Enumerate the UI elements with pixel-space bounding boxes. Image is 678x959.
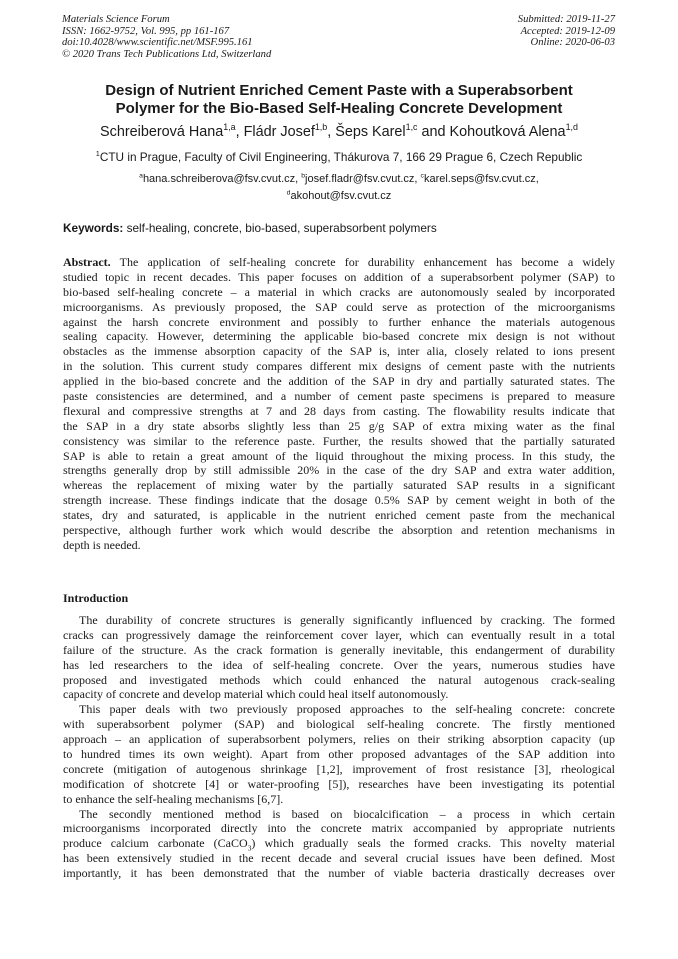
intro-line: capacity of concrete and develop material which could heal itself autonomously. [63,687,449,702]
abstract-line: obstacles as the immense absorption capacity of the SAP is, inter alia, closely related to ions present [63,344,615,359]
author-name: Šeps Karel [335,124,406,140]
intro-line: The secondly mentioned method is based on biocalcification – a process in which certain [79,806,615,821]
section-heading-introduction: Introduction [63,591,129,605]
intro-line: The durability of concrete structures is generally significantly influenced by cracking. The formed [79,613,615,627]
intro-line: failure of the structure. As the crack formation is generally inevitable, this endangerment of durability [63,642,615,657]
abstract-line: states, dry and saturated, is applicable in the nutrient enriched cement paste from the mechanical [63,508,615,523]
email-link[interactable]: josef.fladr@fsv.cvut.cz, [305,173,421,185]
email-marker: a [139,172,143,180]
abstract-line: studied topic in recent decades. This paper focuses on addition of a superabsorbent polymer (SAP) to [63,269,615,284]
abstract-line: perspective, although further work which would describe the absorption and retention mechanisms in [63,523,615,538]
intro-line: This paper deals with two previously proposed approaches to the self-healing concrete: concrete [79,702,615,717]
journal-copyright: © 2020 Trans Tech Publications Ltd, Switzerland [62,48,272,60]
abstract-line: bio-based self-healing concrete – a material in which cracks are autonomously sealed by incorporated [63,284,615,299]
accepted-date: Accepted: 2019-12-09 [520,25,615,37]
author-separator: , [327,124,336,140]
abstract-line [63,255,615,270]
abstract [63,255,615,553]
author-superscript: 1,d [565,122,578,133]
abstract-line: SAP is able to retain a great amount of the liquid throughout the mixing process. In this study, the [63,448,615,463]
keywords-label: Keywords: [63,221,124,235]
email-marker: c [420,172,424,180]
affiliation [30,150,648,164]
email-link[interactable]: akohout@fsv.cvut.cz [290,190,392,202]
author-name: Fládr Josef [243,124,315,140]
abstract-line: the SAP in a dry state absorbs slightly less than 25 g/g SAP of extra mixing water as the final [63,418,615,433]
intro-line: cracks can progressively damage the reinforcement cover layer, which can eventually result in a total [63,627,615,642]
abstract-line: microorganisms. As previously proposed, the SAP could serve as protection of the microorganisms [63,299,615,314]
subscript: 3 [247,843,252,852]
journal-header [62,14,271,60]
abstract-line: consistency was similar to the reference paste. Further, the results showed that the partially saturated [63,433,615,448]
intro-text: produce calcium carbonate (CaCO [63,836,248,851]
intro-line [63,836,615,851]
email-line-1 [30,171,648,188]
journal-name: Materials Science Forum [62,14,170,25]
journal-issn: ISSN: 1662-9752, Vol. 995, pp 161-167 [62,25,230,37]
affiliation-text: CTU in Prague, Faculty of Civil Engineering, Thákurova 7, 166 29 Prague 6, Czech Republic [99,150,583,164]
abstract-label: Abstract. [63,255,111,269]
author-superscript: 1,b [314,122,328,133]
abstract-line: strengths generally drop by still admissible 20% in the case of the dry SAP and extra water addition, [63,463,615,478]
author-separator: and [417,124,450,140]
email-marker: b [301,172,306,180]
author-emails [30,171,648,205]
keywords [63,221,437,235]
keywords-text: self-healing, concrete, bio-based, superabsorbent polymers [123,221,437,235]
intro-line: importantly, it has been demonstrated that the number of viable bacteria drastically decreases over [63,866,615,881]
abstract-line: against the harsh concrete environment and possibly to further enhance the materials autogenous [63,314,615,329]
intro-line: proposed and investigated methods which could enhanced the natural autogenous crack-sealing [63,672,615,687]
email-link[interactable]: hana.schreiberova@fsv.cvut.cz, [142,173,302,185]
email-line-2 [30,188,648,205]
author-separator: , [235,124,244,140]
abstract-line: sealing capacity. However, determining the applicable bio-based concrete mix design is not without [63,329,615,344]
abstract-line: whereas the replacement of mixing water by the partially saturated SAP results in a significant [63,478,615,493]
affiliation-superscript: 1 [95,149,100,159]
intro-line: to hundred times its own weight). Apart from other proposed advantages of the SAP addition into [63,747,615,762]
author-list [30,123,648,141]
abstract-line: paste consistencies are determined, and a number of cement paste specimens is prepared to measure [63,389,615,404]
author-superscript: 1,c [405,122,418,133]
title-line-1: Design of Nutrient Enriched Cement Paste with a Superabsorbent [105,82,573,99]
author-name: Kohoutková Alena [449,124,566,140]
intro-line: modification of shotcrete [4] or water-proofing [5]), researches have been investigating its potential [63,776,615,791]
intro-line: concrete (mitigation of autogenous shrinkage [1,2], improvement of frost resistance [3], rheological [63,761,615,776]
intro-line: has been extensively studied in the recent decade and several crucial issues have been defined. Most [63,851,615,866]
intro-text: ) which gradually seals the formed cracks. This novelty material [251,836,615,851]
submitted-date: Submitted: 2019-11-27 [517,14,615,25]
abstract-line: in the solution. This current study compares different mix designs of cement paste with the nutrients [63,359,615,374]
intro-line: with superabsorbent polymer (SAP) and biological self-healing concrete. The firstly mentioned [63,717,615,732]
dates-header [518,14,615,49]
paper-title [40,82,638,118]
journal-doi: doi:10.4028/www.scientific.net/MSF.995.161 [62,37,253,48]
abstract-line: strength increase. These findings indicate that the dosage 0.5% SAP by cement weight in both of the [63,493,615,508]
introduction-body [63,613,615,881]
title-line-2: Polymer for the Bio-Based Self-Healing Concrete Development [115,100,563,117]
intro-line: microorganisms incorporated directly into the concrete matrix accompanied by appropriate nutrients [63,821,615,836]
intro-line: approach – an application of superabsorbent polymers, relies on their striking absorption capacity (up [63,732,615,747]
online-date: Online: 2020-06-03 [530,37,615,48]
author-superscript: 1,a [223,122,236,133]
intro-line: to enhance the self-healing mechanisms [6,7]. [63,791,284,806]
abstract-line: flexural and compressive strengths at 7 and 28 days from casting. The flowability results indicate that [63,403,615,418]
email-link[interactable]: karel.seps@fsv.cvut.cz, [423,173,539,185]
author-name: Schreiberová Hana [100,124,224,140]
abstract-line: applied in the bio-based concrete and the addition of the SAP in dry and partially saturated states. The [63,374,615,389]
abstract-line: depth is needed. [63,537,141,552]
intro-line: has led researchers to the idea of self-healing concrete. Over the years, numerous studies have [63,657,615,672]
email-marker: d [286,189,291,197]
abstract-line-text: The application of self-healing concrete for durability enhancement has become a widely [110,255,615,269]
